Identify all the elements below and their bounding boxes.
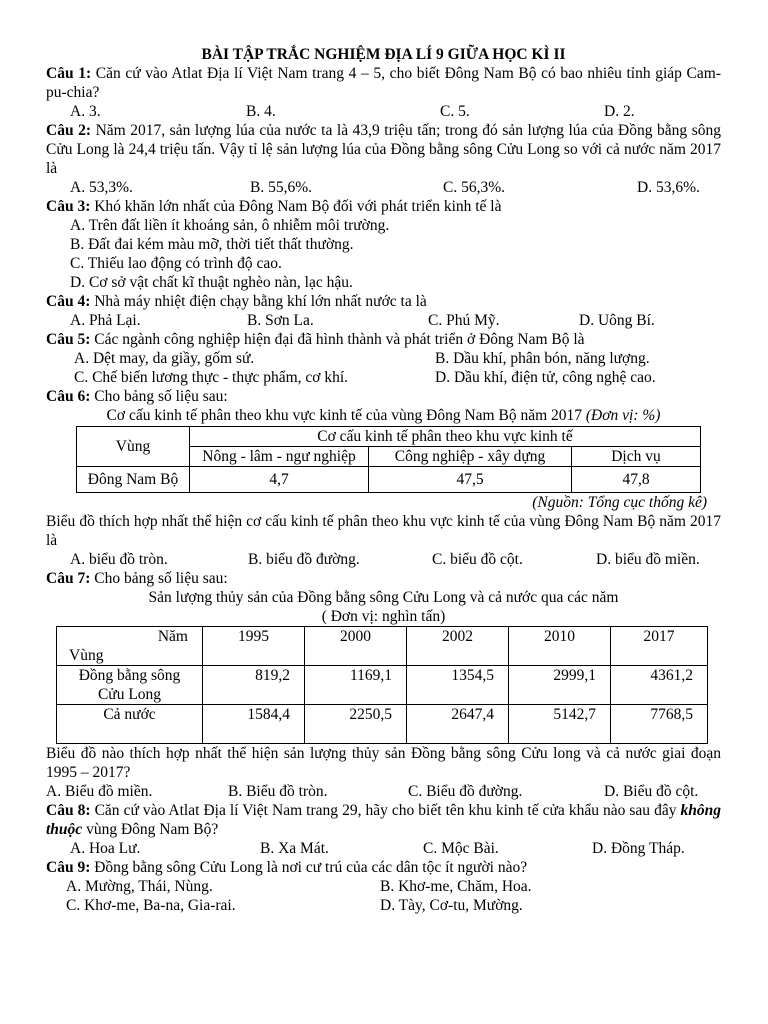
question-label: Câu 9: [46, 859, 91, 876]
table-source: (Nguồn: Tổng cục thống kê) [532, 494, 707, 511]
table-cell: 819,2 [203, 666, 305, 705]
option-a: A. Mường, Thái, Nùng. [66, 878, 213, 895]
year-header: 1995 [203, 627, 305, 666]
row-header: Vùng [77, 427, 190, 467]
option-c: C. biểu đồ cột. [432, 551, 523, 568]
option-d: D. Đồng Tháp. [592, 840, 685, 857]
option-d: D. Dầu khí, điện tử, công nghệ cao. [435, 369, 656, 386]
question-text: Cho bảng số liệu sau: [94, 388, 228, 405]
option-c: C. Phú Mỹ. [428, 312, 500, 329]
option-c: C. Chế biến lương thực - thực phẩm, cơ khí. [74, 369, 349, 386]
worksheet [46, 45, 721, 915]
row-label: Đông Nam Bộ [77, 467, 190, 493]
table-cell: 47,8 [572, 467, 701, 493]
question-8 [46, 801, 721, 839]
table-caption: Cơ cấu kinh tế phân theo khu vực kinh tế của vùng Đông Nam Bộ năm 2017 (Đơn vị: %) [106, 407, 661, 424]
question-7 [46, 569, 721, 588]
year-header: 2010 [509, 627, 611, 666]
question-label: Câu 7: [46, 570, 91, 587]
option-d: D. Tày, Cơ-tu, Mường. [380, 897, 523, 914]
option-b: B. biểu đồ đường. [248, 551, 360, 568]
table-cell: 4361,2 [611, 666, 708, 705]
option-d: D. biểu đồ miền. [596, 551, 700, 568]
option-b: B. Xa Mát. [260, 840, 329, 857]
option-b: B. Biểu đồ tròn. [228, 783, 328, 800]
question-6 [46, 387, 721, 406]
question-text: Căn cứ vào Atlat Địa lí Việt Nam trang 4 – 5, cho biết Đông Nam Bộ có bao nhiêu tỉnh giáp Cam-pu-chia? [46, 65, 721, 101]
question-2 [46, 121, 721, 178]
option-c: C. Thiếu lao động có trình độ cao. [70, 255, 282, 272]
question-1 [46, 64, 721, 102]
option-c: C. Khơ-me, Ba-na, Gia-rai. [66, 897, 236, 914]
option-b: B. Dầu khí, phân bón, năng lượng. [435, 350, 650, 367]
option-a: A. Phả Lại. [70, 312, 141, 329]
question-9-options-row-2 [46, 896, 721, 915]
question-5-options-row-1 [46, 349, 721, 368]
option-d: D. 2. [604, 103, 635, 120]
column-header: Nông - lâm - ngư nghiệp [190, 447, 369, 467]
question-5 [46, 330, 721, 349]
question-label: Câu 3: [46, 198, 91, 215]
question-label: Câu 6: [46, 388, 91, 405]
table-cell: 2250,5 [305, 705, 407, 744]
question-4 [46, 292, 721, 311]
question-6-options [46, 550, 721, 569]
corner-header [57, 627, 203, 666]
question-text: Đồng bằng sông Cửu Long là nơi cư trú của các dân tộc ít người nào? [94, 859, 528, 876]
option-b: B. 55,6%. [250, 179, 312, 196]
year-header: 2017 [611, 627, 708, 666]
question-7-prompt: Biểu đồ nào thích hợp nhất thể hiện sản lượng thủy sản Đồng bằng sông Cửu long và cả nước giai đoạn 1995 – 2017? [46, 745, 721, 781]
question-text: Nhà máy nhiệt điện chạy bằng khí lớn nhất nước ta là [94, 293, 427, 310]
table-cell: 7768,5 [611, 705, 708, 744]
option-a: A. 53,3%. [70, 179, 133, 196]
option-b: B. 4. [246, 103, 276, 120]
question-5-options-row-2 [46, 368, 721, 387]
question-2-options [46, 178, 721, 197]
question-6-prompt: Biểu đồ thích hợp nhất thể hiện cơ cấu kinh tế phân theo khu vực kinh tế của vùng Đông Nam Bộ năm 2017 là [46, 513, 721, 549]
option-c: C. 5. [440, 103, 470, 120]
option-b: B. Sơn La. [247, 312, 314, 329]
group-header: Cơ cấu kinh tế phân theo khu vực kinh tế [190, 427, 701, 447]
question-3 [46, 197, 721, 216]
question-9 [46, 858, 721, 877]
table-cell: 1354,5 [407, 666, 509, 705]
question-4-options [46, 311, 721, 330]
table-cell: 1169,1 [305, 666, 407, 705]
table-cell: 4,7 [190, 467, 369, 493]
corner-year-label: Năm [157, 628, 188, 645]
question-8-options [46, 839, 721, 858]
fishery-output-table [56, 626, 708, 744]
year-header: 2002 [407, 627, 509, 666]
option-a: A. biểu đồ tròn. [70, 551, 168, 568]
table-cell: 2647,4 [407, 705, 509, 744]
option-b: B. Khơ-me, Chăm, Hoa. [380, 878, 532, 895]
row-label: Đồng bằng sông Cửu Long [57, 666, 203, 705]
question-label: Câu 2: [46, 122, 92, 139]
table-cell: 5142,7 [509, 705, 611, 744]
page-title: BÀI TẬP TRẮC NGHIỆM ĐỊA LÍ 9 GIỮA HỌC KÌ II [201, 46, 566, 63]
question-label: Câu 5: [46, 331, 91, 348]
row-label: Cả nước [57, 705, 203, 744]
option-d: D. Biểu đồ cột. [604, 783, 699, 800]
question-9-options-row-1 [46, 877, 721, 896]
question-7-options [46, 782, 721, 801]
option-a: A. 3. [70, 103, 101, 120]
question-label: Câu 8: [46, 802, 91, 819]
option-d: D. Cơ sở vật chất kĩ thuật nghèo nàn, lạc hậu. [70, 274, 353, 291]
question-text: Căn cứ vào Atlat Địa lí Việt Nam trang 29, hãy cho biết tên khu kinh tế cửa khẩu nào sau đây [94, 802, 681, 819]
table-unit: ( Đơn vị: nghìn tấn) [321, 608, 446, 625]
table-row [57, 705, 708, 744]
corner-region-label: Vùng [69, 647, 104, 664]
question-text: Năm 2017, sản lượng lúa của nước ta là 43,9 triệu tấn; trong đó sản lượng lúa của Đồng bằng sông Cửu Long là 24,4 triệu tấn. Vậy tỉ lệ sản lượng lúa của Đồng bằng sông Cửu Long so với cả nước năm 2017 là [46, 122, 721, 177]
option-d: D. 53,6%. [637, 179, 700, 196]
year-header: 2000 [305, 627, 407, 666]
table-cell: 1584,4 [203, 705, 305, 744]
emphasis-text: không thuộc [46, 802, 722, 838]
table-caption: Sản lượng thủy sản của Đồng bằng sông Cửu Long và cả nước qua các năm [148, 589, 619, 606]
table-cell: 47,5 [369, 467, 572, 493]
question-text: Các ngành công nghiệp hiện đại đã hình thành và phát triển ở Đông Nam Bộ là [94, 331, 585, 348]
option-c: C. Mộc Bài. [423, 840, 499, 857]
option-a: A. Biểu đồ miền. [46, 783, 153, 800]
question-text: Khó khăn lớn nhất của Đông Nam Bộ đối với phát triển kinh tế là [94, 198, 502, 215]
column-header: Dịch vụ [572, 447, 701, 467]
option-b: B. Đất đai kém màu mỡ, thời tiết thất thường. [70, 236, 354, 253]
question-text-end: vùng Đông Nam Bộ? [82, 821, 219, 838]
economic-structure-table [76, 426, 701, 493]
question-1-options [46, 102, 721, 121]
option-c: C. Biểu đồ đường. [408, 783, 523, 800]
column-header: Công nghiệp - xây dựng [369, 447, 572, 467]
table-unit: (Đơn vị: %) [585, 407, 661, 424]
option-a: A. Trên đất liền ít khoáng sản, ô nhiễm môi trường. [70, 217, 390, 234]
option-c: C. 56,3%. [443, 179, 505, 196]
question-label: Câu 4: [46, 293, 91, 310]
option-d: D. Uông Bí. [579, 312, 655, 329]
table-row [57, 666, 708, 705]
question-text: Cho bảng số liệu sau: [94, 570, 228, 587]
table-cell: 2999,1 [509, 666, 611, 705]
option-a: A. Dệt may, da giầy, gốm sứ. [74, 350, 255, 367]
option-a: A. Hoa Lư. [70, 840, 141, 857]
question-label: Câu 1: [46, 65, 92, 82]
